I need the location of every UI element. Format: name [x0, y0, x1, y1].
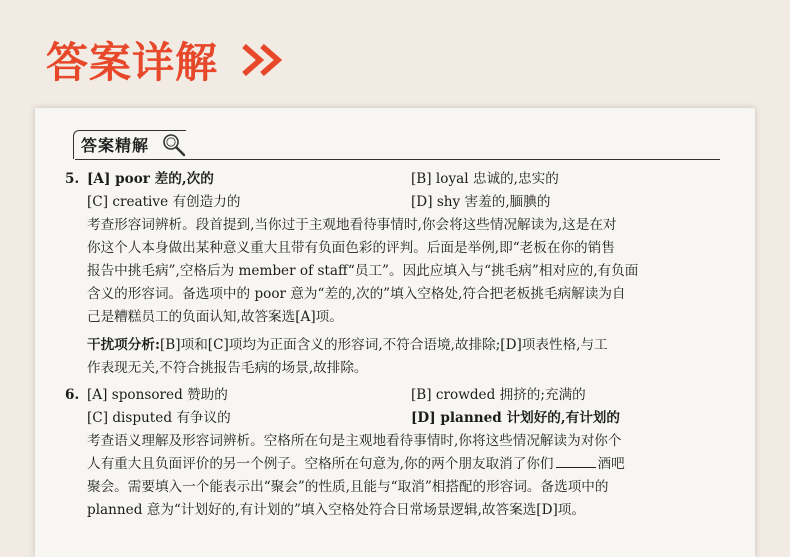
double-chevron-right-icon [240, 40, 290, 80]
q5-explain-line: 报告中挑毛病”,空格后为 member of staff“员工”。因此应填入与“挑毛病”相对应的,有负面 [87, 263, 639, 279]
q6-explain-line: 考查语义理解及形容词辨析。空格所在句是主观地看待事情时,你将这些情况解读为对你个 [87, 433, 622, 449]
q5-option-b: [B] loyal 忠诚的,忠实的 [411, 171, 559, 187]
magnifier-icon [161, 132, 187, 158]
q6-explain-line: 聚会。需要填入一个能表示出“聚会”的性质,且能与“取消”相搭配的形容词。备选项中的 [87, 479, 609, 495]
distractor-label: 干扰项分析: [87, 337, 160, 353]
q5-option-a: [A] poor 差的,次的 [87, 171, 214, 187]
q5-explain-line: 考查形容词辨析。段首提到,当你过于主观地看待事情时,你会将这些情况解读为,这是在对 [87, 217, 617, 233]
q6-option-a: [A] sponsored 赞助的 [87, 387, 228, 403]
q5-number: 5. [65, 171, 80, 187]
q6-explain-post: 酒吧 [597, 456, 625, 472]
q6-number: 6. [65, 387, 80, 403]
q5-explain-line: 含义的形容词。备选项中的 poor 意为“差的,次的”填入空格处,符合把老板挑毛病解读为自 [87, 286, 626, 302]
q6-explain-pre: 人有重大且负面评价的另一个例子。空格所在句意为,你的两个朋友取消了你们 [87, 456, 554, 472]
q5-distractor-line [87, 334, 608, 357]
q6-option-c: [C] disputed 有争议的 [87, 410, 231, 426]
header-banner [0, 0, 790, 108]
banner-title: 答案详解 [46, 38, 219, 87]
q6-explain-line: planned 意为“计划好的,有计划的”填入空格处符合日常场景逻辑,故答案选[D]项。 [87, 502, 585, 518]
section-header [73, 130, 723, 160]
section-title: 答案精解 [81, 136, 150, 155]
distractor-text: [B]项和[C]项均为正面含义的形容词,不符合语境,故排除;[D]项表性格,与工 [160, 337, 608, 353]
q5-option-d: [D] shy 害羞的,腼腆的 [411, 194, 551, 210]
section-rule [75, 159, 720, 160]
q6-explain-line [87, 453, 625, 476]
q5-distractor-line: 作表现无关,不符合挑报告毛病的场景,故排除。 [87, 360, 368, 376]
q5-option-c: [C] creative 有创造力的 [87, 194, 241, 210]
answer-blank [556, 453, 596, 468]
answer-page [35, 108, 755, 557]
q6-option-d: [D] planned 计划好的,有计划的 [411, 410, 620, 426]
q5-explain-line: 己是糟糕员工的负面认知,故答案选[A]项。 [87, 309, 343, 325]
q6-option-b: [B] crowded 拥挤的;充满的 [411, 387, 586, 403]
q5-explain-line: 你这个人本身做出某种意义重大且带有负面色彩的评判。后面是举例,即“老板在你的销售 [87, 240, 615, 256]
